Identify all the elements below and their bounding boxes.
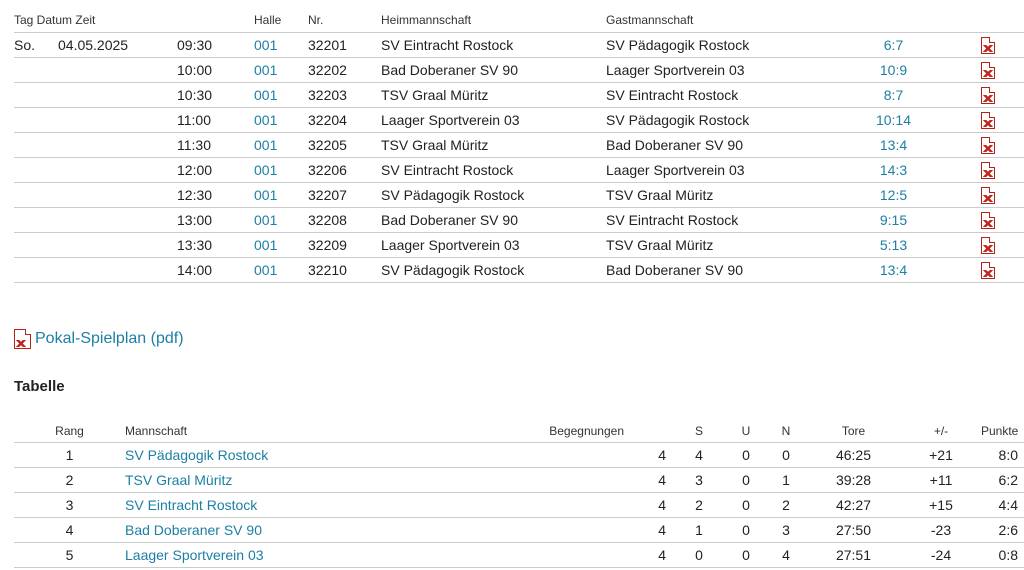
- game-tag: [14, 183, 58, 208]
- game-tag: [14, 58, 58, 83]
- game-ergebnis-link[interactable]: 12:5: [836, 183, 951, 208]
- game-report-pdf[interactable]: [951, 258, 1024, 283]
- game-tag: [14, 83, 58, 108]
- game-nr: 32203: [308, 83, 381, 108]
- game-datum: 04.05.2025: [58, 33, 177, 58]
- pokal-spielplan-label: Pokal-Spielplan (pdf): [35, 330, 184, 347]
- game-datum: [58, 158, 177, 183]
- game-row: [14, 58, 1024, 83]
- header-halle: Halle: [254, 8, 308, 33]
- game-report-pdf[interactable]: [951, 33, 1024, 58]
- game-tag: [14, 158, 58, 183]
- game-gastmannschaft: TSV Graal Müritz: [606, 183, 836, 208]
- game-ergebnis-link[interactable]: 10:14: [836, 108, 951, 133]
- pdf-icon: [981, 262, 995, 279]
- games-header-row: [14, 8, 1024, 33]
- game-ergebnis-link[interactable]: 10:9: [836, 58, 951, 83]
- game-report-pdf[interactable]: [951, 108, 1024, 133]
- game-report-pdf[interactable]: [951, 133, 1024, 158]
- game-halle-link[interactable]: 001: [254, 158, 308, 183]
- game-halle-link[interactable]: 001: [254, 233, 308, 258]
- game-ergebnis-link[interactable]: 13:4: [836, 258, 951, 283]
- game-halle-link[interactable]: 001: [254, 83, 308, 108]
- pdf-icon: [981, 162, 995, 179]
- header-gastmannschaft: Gastmannschaft: [606, 8, 836, 33]
- game-tag: So.: [14, 33, 58, 58]
- game-ergebnis-link[interactable]: 14:3: [836, 158, 951, 183]
- game-tag: [14, 133, 58, 158]
- header-u: U: [726, 420, 766, 443]
- standing-team-link[interactable]: TSV Graal Müritz: [125, 468, 462, 493]
- header-tag-datum-zeit: Tag Datum Zeit: [14, 8, 254, 33]
- standings-row: [14, 543, 1024, 568]
- game-tag: [14, 258, 58, 283]
- game-nr: 32207: [308, 183, 381, 208]
- game-row: [14, 108, 1024, 133]
- game-zeit: 10:00: [177, 58, 254, 83]
- pokal-spielplan-link[interactable]: [14, 329, 184, 349]
- game-row: [14, 158, 1024, 183]
- header-mannschaft: Mannschaft: [125, 420, 462, 443]
- game-gastmannschaft: Bad Doberaner SV 90: [606, 258, 836, 283]
- game-datum: [58, 133, 177, 158]
- game-ergebnis-link[interactable]: 6:7: [836, 33, 951, 58]
- game-zeit: 14:00: [177, 258, 254, 283]
- standing-tore: 27:50: [806, 518, 901, 543]
- header-rang: Rang: [14, 420, 125, 443]
- standings-row: [14, 493, 1024, 518]
- standing-tore: 46:25: [806, 443, 901, 468]
- header-pdf: [951, 8, 1024, 33]
- game-gastmannschaft: Laager Sportverein 03: [606, 158, 836, 183]
- standing-rang: 1: [14, 443, 125, 468]
- standings-header-row: [14, 420, 1024, 443]
- game-report-pdf[interactable]: [951, 208, 1024, 233]
- game-heimmannschaft: SV Pädagogik Rostock: [381, 258, 606, 283]
- game-heimmannschaft: Bad Doberaner SV 90: [381, 58, 606, 83]
- game-tag: [14, 108, 58, 133]
- game-tag: [14, 208, 58, 233]
- standing-punkte: 8:0: [981, 443, 1024, 468]
- game-zeit: 11:30: [177, 133, 254, 158]
- game-halle-link[interactable]: 001: [254, 208, 308, 233]
- game-nr: 32210: [308, 258, 381, 283]
- standings-row: [14, 443, 1024, 468]
- header-punkte: Punkte: [981, 420, 1024, 443]
- game-heimmannschaft: TSV Graal Müritz: [381, 83, 606, 108]
- game-row: [14, 233, 1024, 258]
- game-zeit: 10:30: [177, 83, 254, 108]
- standing-rang: 3: [14, 493, 125, 518]
- game-gastmannschaft: TSV Graal Müritz: [606, 233, 836, 258]
- standing-s: 0: [672, 543, 726, 568]
- pdf-icon: [981, 187, 995, 204]
- game-heimmannschaft: SV Pädagogik Rostock: [381, 183, 606, 208]
- game-gastmannschaft: SV Eintracht Rostock: [606, 83, 836, 108]
- game-row: [14, 33, 1024, 58]
- pdf-icon: [981, 112, 995, 129]
- standing-begegnungen: 4: [462, 518, 672, 543]
- game-row: [14, 258, 1024, 283]
- game-zeit: 13:00: [177, 208, 254, 233]
- game-report-pdf[interactable]: [951, 233, 1024, 258]
- standing-u: 0: [726, 543, 766, 568]
- game-datum: [58, 208, 177, 233]
- game-row: [14, 83, 1024, 108]
- game-datum: [58, 258, 177, 283]
- pdf-icon: [981, 37, 995, 54]
- standing-begegnungen: 4: [462, 543, 672, 568]
- standing-begegnungen: 4: [462, 468, 672, 493]
- standing-n: 3: [766, 518, 806, 543]
- game-datum: [58, 233, 177, 258]
- game-nr: 32206: [308, 158, 381, 183]
- game-gastmannschaft: SV Pädagogik Rostock: [606, 33, 836, 58]
- game-heimmannschaft: TSV Graal Müritz: [381, 133, 606, 158]
- standing-team-link[interactable]: Laager Sportverein 03: [125, 543, 462, 568]
- standing-team-link[interactable]: SV Pädagogik Rostock: [125, 443, 462, 468]
- game-ergebnis-link[interactable]: 5:13: [836, 233, 951, 258]
- standing-diff: -23: [901, 518, 981, 543]
- standing-team-link[interactable]: SV Eintracht Rostock: [125, 493, 462, 518]
- game-halle-link[interactable]: 001: [254, 258, 308, 283]
- game-heimmannschaft: Bad Doberaner SV 90: [381, 208, 606, 233]
- game-zeit: 12:30: [177, 183, 254, 208]
- standing-diff: +15: [901, 493, 981, 518]
- game-gastmannschaft: Laager Sportverein 03: [606, 58, 836, 83]
- standing-s: 1: [672, 518, 726, 543]
- standing-punkte: 2:6: [981, 518, 1024, 543]
- standing-diff: +11: [901, 468, 981, 493]
- game-nr: 32204: [308, 108, 381, 133]
- game-zeit: 12:00: [177, 158, 254, 183]
- standing-diff: -24: [901, 543, 981, 568]
- standing-tore: 39:28: [806, 468, 901, 493]
- games-table: [14, 8, 1024, 283]
- standings-row: [14, 518, 1024, 543]
- game-halle-link[interactable]: 001: [254, 183, 308, 208]
- standing-n: 0: [766, 443, 806, 468]
- standing-punkte: 4:4: [981, 493, 1024, 518]
- standings-table: [14, 420, 1024, 568]
- pdf-icon: [981, 87, 995, 104]
- standing-s: 4: [672, 443, 726, 468]
- game-heimmannschaft: SV Eintracht Rostock: [381, 158, 606, 183]
- header-tore: Tore: [806, 420, 901, 443]
- game-nr: 32202: [308, 58, 381, 83]
- standing-begegnungen: 4: [462, 443, 672, 468]
- game-datum: [58, 108, 177, 133]
- game-nr: 32205: [308, 133, 381, 158]
- game-halle-link[interactable]: 001: [254, 33, 308, 58]
- standings-row: [14, 468, 1024, 493]
- header-heimmannschaft: Heimmannschaft: [381, 8, 606, 33]
- header-n: N: [766, 420, 806, 443]
- header-diff: +/-: [901, 420, 981, 443]
- game-gastmannschaft: SV Pädagogik Rostock: [606, 108, 836, 133]
- header-s: S: [672, 420, 726, 443]
- game-zeit: 09:30: [177, 33, 254, 58]
- header-ergebnis: [836, 8, 951, 33]
- pdf-icon: [14, 329, 31, 349]
- standing-s: 2: [672, 493, 726, 518]
- game-nr: 32209: [308, 233, 381, 258]
- standing-n: 4: [766, 543, 806, 568]
- tabelle-title: Tabelle: [14, 378, 65, 395]
- header-nr: Nr.: [308, 8, 381, 33]
- game-tag: [14, 233, 58, 258]
- game-row: [14, 133, 1024, 158]
- pdf-icon: [981, 62, 995, 79]
- game-halle-link[interactable]: 001: [254, 108, 308, 133]
- game-nr: 32201: [308, 33, 381, 58]
- pdf-icon: [981, 137, 995, 154]
- standing-rang: 5: [14, 543, 125, 568]
- game-gastmannschaft: SV Eintracht Rostock: [606, 208, 836, 233]
- standing-u: 0: [726, 468, 766, 493]
- game-row: [14, 183, 1024, 208]
- pdf-icon: [981, 237, 995, 254]
- game-gastmannschaft: Bad Doberaner SV 90: [606, 133, 836, 158]
- pdf-icon: [981, 212, 995, 229]
- game-heimmannschaft: Laager Sportverein 03: [381, 108, 606, 133]
- game-ergebnis-link[interactable]: 9:15: [836, 208, 951, 233]
- game-datum: [58, 58, 177, 83]
- standing-n: 2: [766, 493, 806, 518]
- game-report-pdf[interactable]: [951, 158, 1024, 183]
- game-zeit: 11:00: [177, 108, 254, 133]
- game-zeit: 13:30: [177, 233, 254, 258]
- game-ergebnis-link[interactable]: 8:7: [836, 83, 951, 108]
- game-row: [14, 208, 1024, 233]
- game-datum: [58, 183, 177, 208]
- game-datum: [58, 83, 177, 108]
- standing-s: 3: [672, 468, 726, 493]
- standing-punkte: 0:8: [981, 543, 1024, 568]
- game-ergebnis-link[interactable]: 13:4: [836, 133, 951, 158]
- standing-tore: 42:27: [806, 493, 901, 518]
- game-halle-link[interactable]: 001: [254, 58, 308, 83]
- game-halle-link[interactable]: 001: [254, 133, 308, 158]
- standing-u: 0: [726, 518, 766, 543]
- standing-u: 0: [726, 493, 766, 518]
- standing-begegnungen: 4: [462, 493, 672, 518]
- game-report-pdf[interactable]: [951, 83, 1024, 108]
- standing-n: 1: [766, 468, 806, 493]
- standing-diff: +21: [901, 443, 981, 468]
- game-nr: 32208: [308, 208, 381, 233]
- standing-tore: 27:51: [806, 543, 901, 568]
- game-report-pdf[interactable]: [951, 58, 1024, 83]
- standing-rang: 2: [14, 468, 125, 493]
- header-begegnungen: Begegnungen: [462, 420, 672, 443]
- standing-team-link[interactable]: Bad Doberaner SV 90: [125, 518, 462, 543]
- standing-punkte: 6:2: [981, 468, 1024, 493]
- game-heimmannschaft: Laager Sportverein 03: [381, 233, 606, 258]
- standing-u: 0: [726, 443, 766, 468]
- game-heimmannschaft: SV Eintracht Rostock: [381, 33, 606, 58]
- standing-rang: 4: [14, 518, 125, 543]
- game-report-pdf[interactable]: [951, 183, 1024, 208]
